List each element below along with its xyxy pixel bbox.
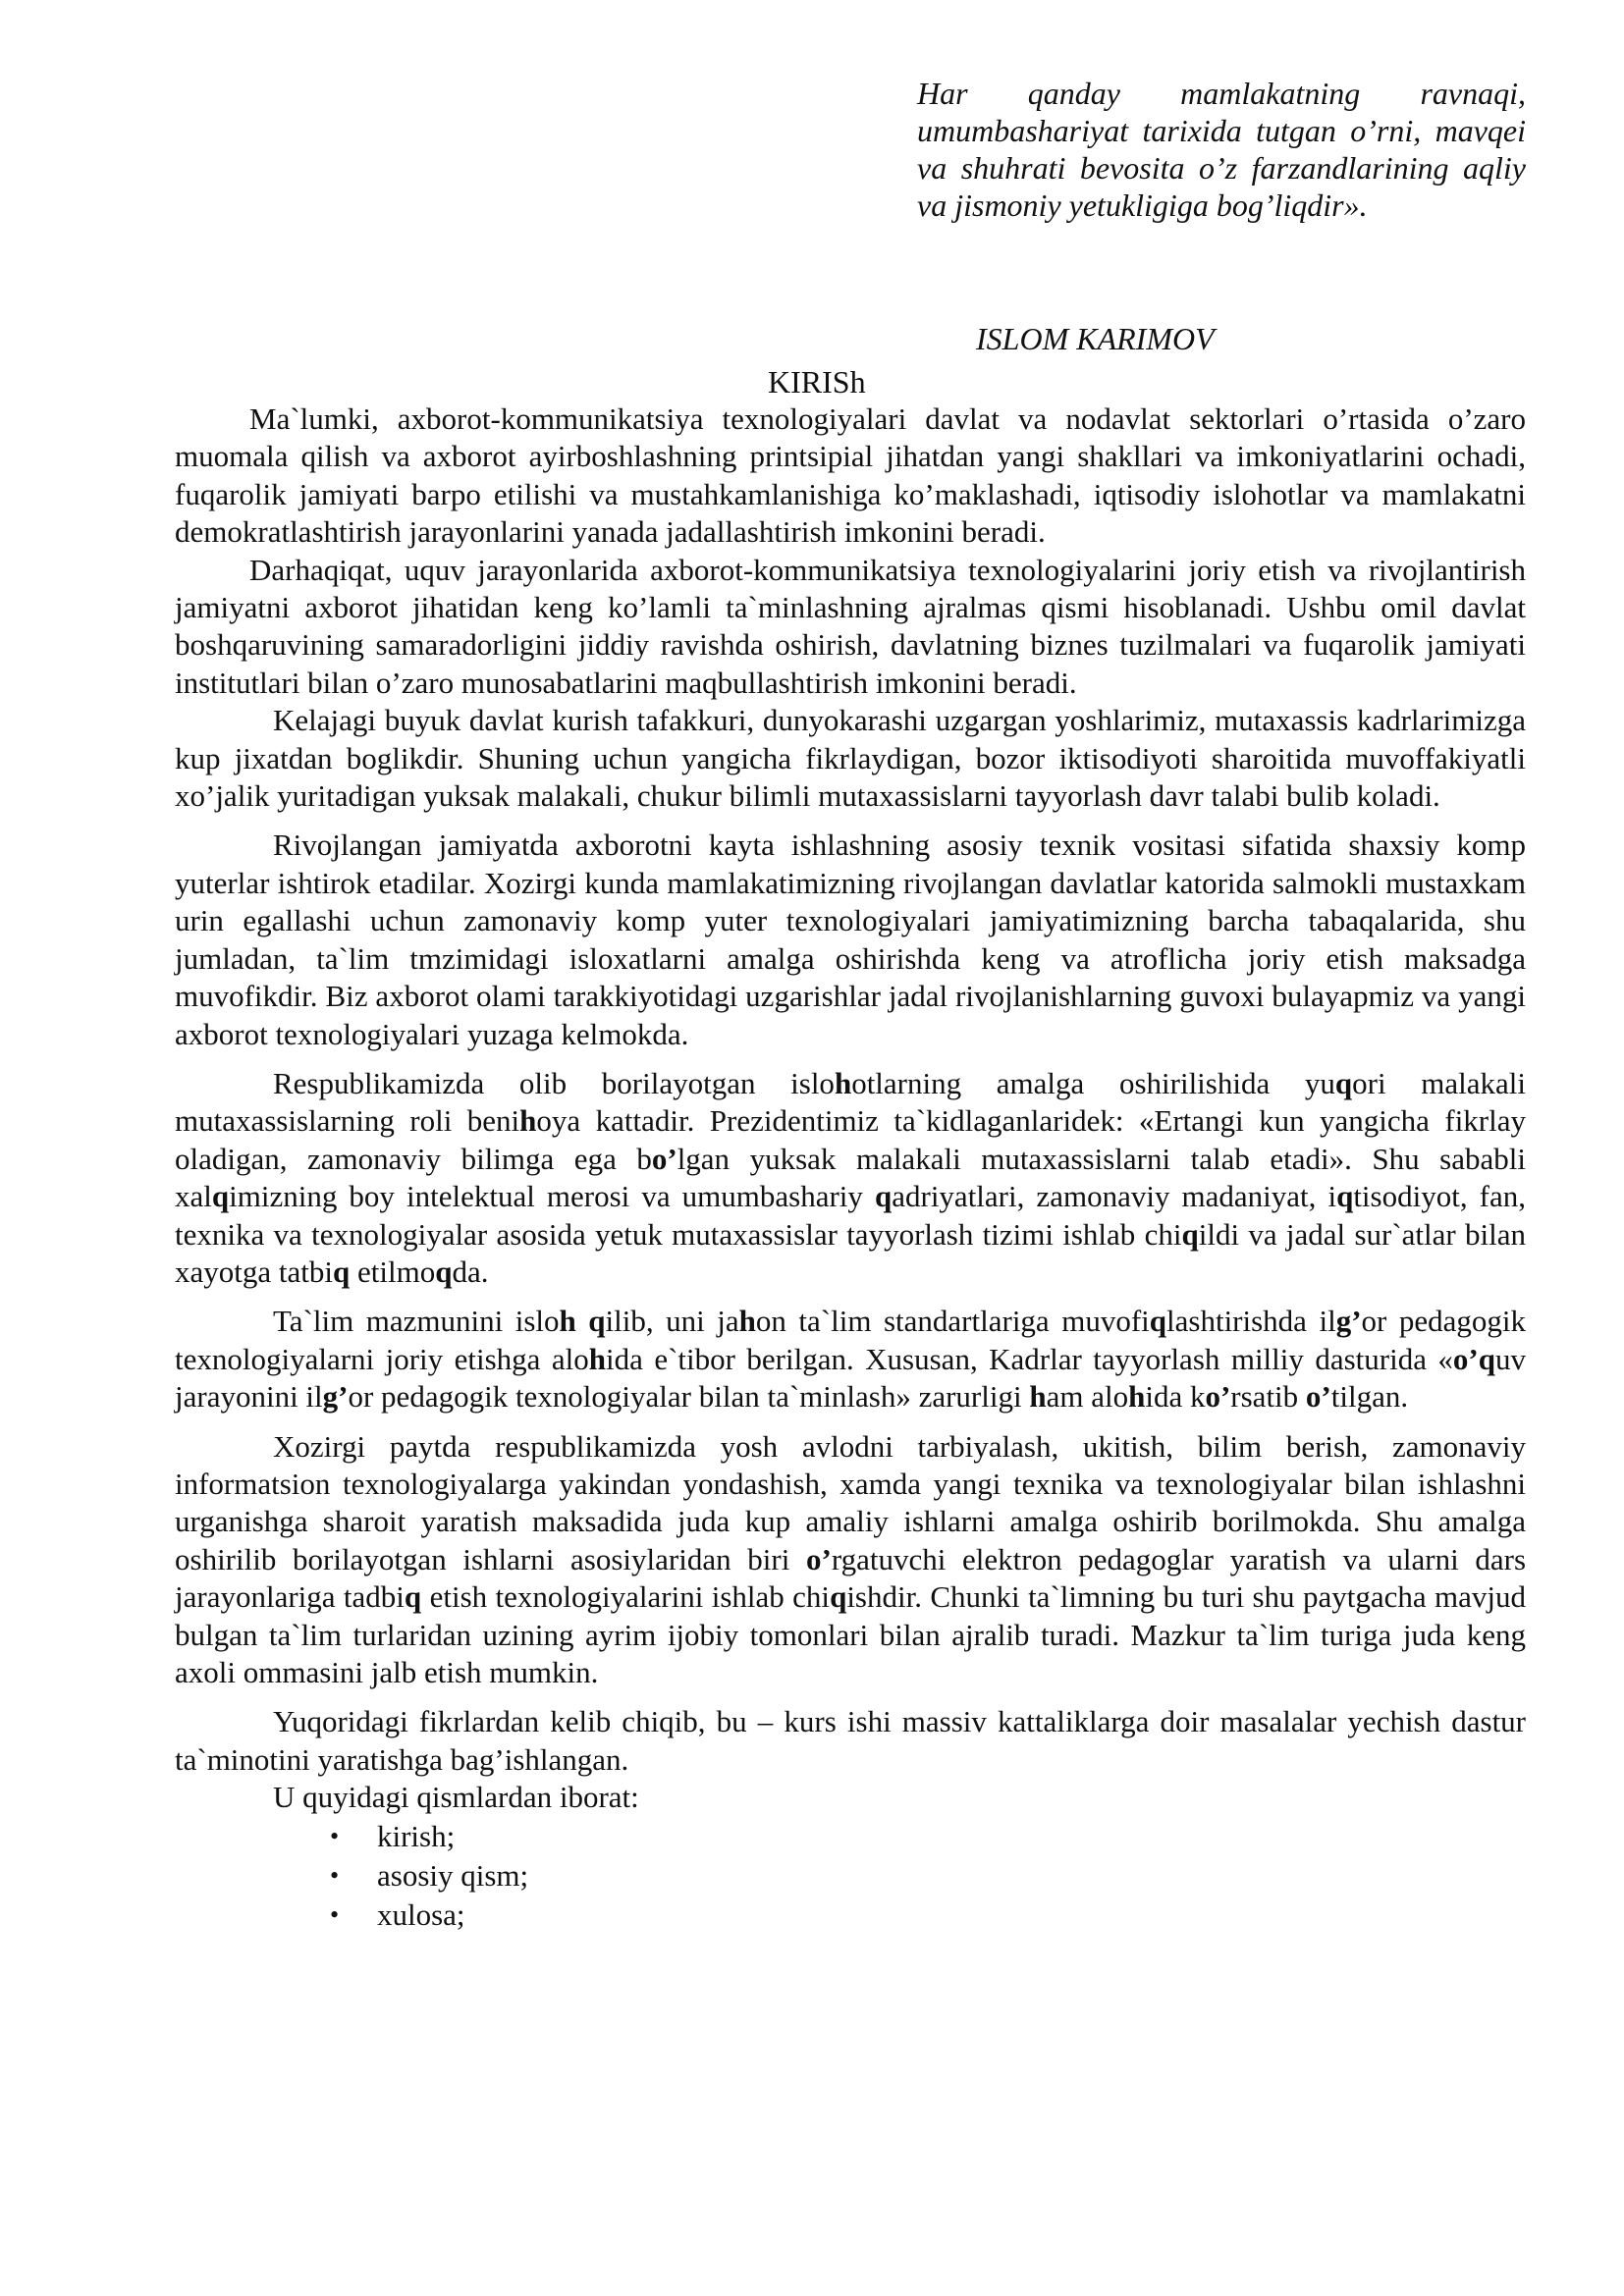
paragraph-7: Xozirgi paytda respublikamizda yosh avlodni tarbiyalash, ukitish, bilim berish, zamonaviy informatsion texnologiyalarga yakindan yondashish, xamda yangi texnika va texnologiyalar bilan ishlashni urganishga sharoit yaratish maksadida juda kup amaliy ishlarni amalga oshirib borilmokda. Shu amalga oshirilib borilayotgan ishlarni asosiylaridan biri o’rgatuvchi elektron pedagoglar yaratish va ularni dars jarayonlariga tadbiq etish texnologiyalarini ishlab chiqishdir. Chunki ta`limning bu turi shu paytgacha mavjud bulgan ta`lim turlaridan uzining ayrim ijobiy tomonlari bilan ajralib turadi. Mazkur ta`lim turiga juda keng axoli ommasini jalb etish mumkin.: [175, 1428, 1527, 1689]
section-list: [175, 1817, 1526, 1935]
list-item: • kirish;: [175, 1817, 1526, 1856]
paragraph-3: Kelajagi buyuk davlat kurish tafakkuri, dunyokarashi uzgargan yoshlarimiz, mutaxassis kadrlarimizga kup jixatdan boglikdir. Shuning uchun yangicha fikrlaydigan, bozor iktisodiyoti sharoitida muvoffakiyatli xo’jalik yuritadigan yuksak malakali, chukur bilimli mutaxassislarni tayyorlash davr talabi bulib koladi.: [175, 703, 1526, 814]
list-item: • asosiy qism;: [175, 1856, 1526, 1896]
section-heading: KIRISh: [768, 364, 866, 400]
list-item: • xulosa;: [175, 1896, 1526, 1935]
paragraph-6: Ta`lim mazmunini isloh qilib, uni jahon ta`lim standartlariga muvofiqlashtirishda ilg’or pedagogik texnologiyalarni joriy etishga alohida e`tibor berilgan. Xususan, Kadrlar tayyorlash milliy dasturida «o’quv jarayonini ilg’or pedagogik texnologiyalar bilan ta`minlash» zarurligi ham alohida ko’rsatib o’tilgan.: [175, 1304, 1526, 1415]
body-text: [175, 400, 1526, 1935]
epigraph-author: ISLOM KARIMOV: [976, 321, 1215, 356]
paragraph-2: Darhaqiqat, uquv jarayonlarida axborot-kommunikatsiya texnologiyalarini joriy etish va rivojlantirish jamiyatni axborot jihatidan keng ko’lamli ta`minlashning ajralmas qismi hisoblanadi. Ushbu omil davlat boshqaruvining samaradorligini jiddiy ravishda oshirish, davlatning biznes tuzilmalari va fuqarolik jamiyati institutlari bilan o’zaro munosabatlarini maqbullashtirish imkonini beradi.: [175, 552, 1526, 700]
bullet-icon: •: [330, 1860, 340, 1890]
epigraph-quote: Har qanday mamlakatning ravnaqi, umumbashariyat tarixida tutgan o’rni, mavqei va shuhrati bevosita o’z farzandlarining aqliy va jismoniy yetukligiga bog’liqdir».: [917, 76, 1526, 223]
paragraph-4: Rivojlangan jamiyatda axborotni kayta ishlashning asosiy texnik vositasi sifatida shaxsiy komp yuterlar ishtirok etadilar. Xozirgi kunda mamlakatimizning rivojlangan davlatlar katorida salmokli mustaxkam urin egallashi uchun zamonaviy komp yuter texnologiyalari jamiyatimizning barcha tabaqalarida, shu jumladan, ta`lim tmzimidagi isloxatlarni amalga oshirishda keng va atroflicha joriy etish maksadga muvofikdir. Biz axborot olami tarakkiyotidagi uzgarishlar jadal rivojlanishlarning guvoxi bulayapmiz va yangi axborot texnologiyalari yuzaga kelmokda.: [175, 828, 1526, 1051]
bullet-icon: •: [330, 1899, 340, 1929]
paragraph-1: Ma`lumki, axborot-kommunikatsiya texnologiyalari davlat va nodavlat sektorlari o’rtasida o’zaro muomala qilish va axborot ayirboshlashning printsipial jihatdan yangi shakllari va imkoniyatlarini ochadi, fuqarolik jamiyati barpo etilishi va mustahkamlanishiga ko’maklashadi, iqtisodiy islohotlar va mamlakatni demokratlashtirish jarayonlarini yanada jadallashtirish imkonini beradi.: [175, 401, 1526, 550]
paragraph-8: Yuqoridagi fikrlardan kelib chiqib, bu – kurs ishi massiv kattaliklarga doir masalalar yechish dastur ta`minotini yaratishga bag’ishlangan.: [175, 1704, 1526, 1777]
bullet-icon: •: [330, 1821, 340, 1850]
paragraph-5: Respublikamizda olib borilayotgan islohotlarning amalga oshirilishida yuqori malakali mutaxassislarning roli benihoya kattadir. Prezidentimiz ta`kidlaganlaridek: «Ertangi kun yangicha fikrlay oladigan, zamonaviy bilimga ega bo’lgan yuksak malakali mutaxassislarni talab etadi». Shu sababli xalqimizning boy intelektual merosi va umumbashariy qadriyatlari, zamonaviy madaniyat, iqtisodiyot, fan, texnika va texnologiyalar asosida yetuk mutaxassislar tayyorlash tizimi ishlab chiqildi va jadal sur`atlar bilan xayotga tatbiq etilmoqda.: [175, 1065, 1527, 1289]
paragraph-9: U quyidagi qismlardan iborat:: [273, 1780, 639, 1815]
